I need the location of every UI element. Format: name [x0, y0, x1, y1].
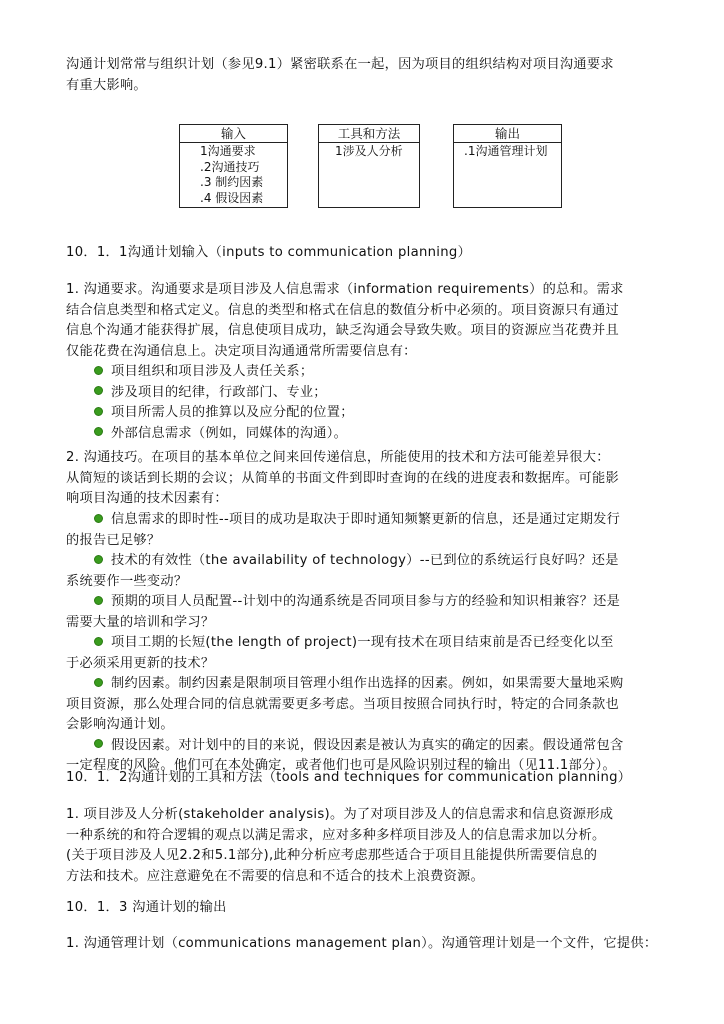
- outputs-box: [453, 124, 562, 208]
- bullet-icon: [94, 366, 103, 375]
- factors-list: [66, 510, 676, 777]
- paragraph-line: 信息个沟通才能获得扩展，信息使项目成功，缺乏沟通会导致失败。项目的资源应当花费并且: [66, 323, 619, 338]
- paragraph-line: 2. 沟通技巧。在项目的基本单位之间来回传递信息，所能使用的技术和方法可能差异很大：: [66, 450, 610, 465]
- intro-line: 沟通计划常常与组织计划（参见9.1）紧密联系在一起，因为项目的组织结构对项目沟通要求: [66, 57, 614, 72]
- outputs-item: .1沟通管理计划: [464, 144, 548, 158]
- inputs-item: .3 制约因素: [200, 175, 264, 189]
- intro-paragraph: [66, 55, 676, 96]
- paragraph-line: 1. 沟通要求。沟通要求是项目涉及人信息需求（information requirements）的总和。需求: [66, 282, 624, 297]
- paragraph-line: 结合信息类型和格式定义。信息的类型和格式在信息的数值分析中必须的。项目资源只有通过: [66, 302, 619, 318]
- bullet-icon: [94, 386, 103, 395]
- inputs-box: [179, 124, 288, 208]
- paragraph-line: 一种系统的和符合逻辑的观点以满足需求，应对多种多样项目涉及人的信息需求加以分析。: [66, 827, 606, 843]
- outputs-title: 输出: [454, 125, 561, 143]
- stakeholder-analysis-paragraph: [66, 805, 676, 887]
- bullet-icon: [94, 678, 103, 687]
- info-bullet-list: [94, 362, 354, 444]
- bullet-icon: [94, 637, 103, 646]
- bullet-icon: [94, 739, 103, 748]
- section-heading: 10．1．3 沟通计划的输出: [66, 900, 227, 915]
- section-heading: 10．1．1沟通计划输入（inputs to communication planning）: [66, 245, 472, 260]
- bullet-icon: [94, 596, 103, 605]
- list-item: 制约因素。制约因素是限制项目管理小组作出选择的因素。例如，如果需要大量地采购 项目资源，那么处理合同的信息就需要更多考虑。当项目按照合同执行时，特定的合同条款也 会影响沟通计划。: [66, 676, 624, 732]
- tools-title: 工具和方法: [319, 125, 419, 143]
- bullet-icon: [94, 407, 103, 416]
- inputs-item: .4 假设因素: [200, 190, 264, 205]
- intro-line: 有重大影响。: [66, 77, 147, 93]
- list-item: 项目组织和项目涉及人责任关系；: [94, 362, 354, 383]
- list-item: 信息需求的即时性--项目的成功是取决于即时通知频繁更新的信息，还是通过定期发行 的报告已足够？: [66, 512, 621, 548]
- bullet-icon: [94, 514, 103, 523]
- tools-item: 1涉及人分析: [335, 144, 403, 158]
- paragraph-line: 方法和技术。应注意避免在不需要的信息和不适合的技术上浪费资源。: [66, 868, 485, 884]
- list-item: 预期的项目人员配置--计划中的沟通系统是否同项目参与方的经验和知识相兼容？还是 需要大量的培训和学习？: [66, 594, 621, 630]
- bullet-icon: [94, 555, 103, 564]
- list-item: 项目工期的长短(the length of project)一现有技术在项目结束前是否已经变化以至 于必须采用更新的技术？: [66, 635, 614, 671]
- list-item: 涉及项目的纪律，行政部门、专业；: [94, 383, 354, 404]
- paragraph-line: 从简短的谈话到长期的会议；从简单的书面文件到即时查询的在线的进度表和数据库。可能影: [66, 470, 619, 486]
- tools-box: [318, 124, 420, 208]
- paragraph-line: 仅能花费在沟通信息上。决定项目沟通通常所需要信息有：: [66, 343, 417, 359]
- paragraph-line: (关于项目涉及人见2.2和5.1部分),此种分析应考虑那些适合于项目且能提供所需要信息的: [66, 848, 598, 863]
- paragraph-line: 响项目沟通的技术因素有：: [66, 491, 228, 506]
- communication-requirements-paragraph: [66, 280, 676, 362]
- section-heading: 10．1．2沟通计划的工具和方法（tools and techniques for communication planning）: [66, 770, 632, 785]
- list-item: 外部信息需求（例如，同媒体的沟通）。: [94, 424, 354, 445]
- inputs-title: 输入: [180, 125, 287, 143]
- inputs-item: .2沟通技巧: [200, 159, 260, 174]
- paragraph-line: 1. 项目涉及人分析(stakeholder analysis)。为了对项目涉及人的信息需求和信息资源形成: [66, 807, 614, 822]
- communication-technology-paragraph: [66, 448, 676, 510]
- list-item: 项目所需人员的推算以及应分配的位置；: [94, 403, 354, 424]
- management-plan-paragraph: 1. 沟通管理计划（communications management plan）。沟通管理计划是一个文件，它提供：: [66, 936, 658, 951]
- list-item: 假设因素。对计划中的目的来说，假设因素是被认为真实的确定的因素。假设通常包含 一定程度的风险。他们可在本处确定，或者他们也可是风险识别过程的输出（见11.1部分）。: [66, 737, 624, 773]
- inputs-item: 1沟通要求: [200, 144, 256, 158]
- bullet-icon: [94, 427, 103, 436]
- list-item: 技术的有效性（the availability of technology）--已到位的系统运行良好吗？还是 系统要作一些变动？: [66, 553, 619, 589]
